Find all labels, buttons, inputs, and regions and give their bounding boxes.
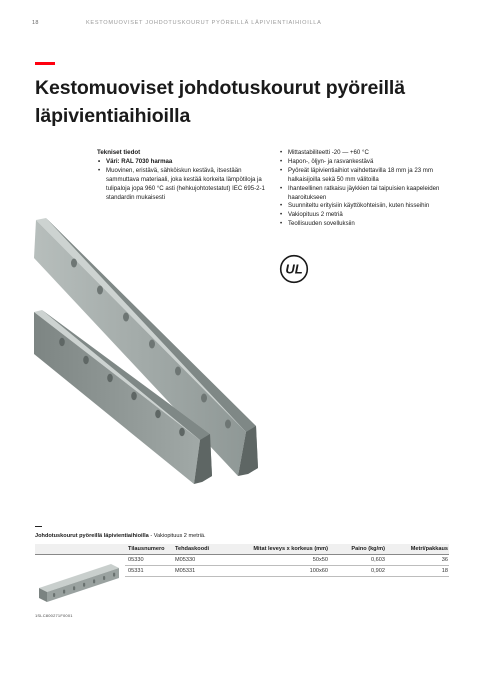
spec-item: • Pyöreät läpivientiaihiot vaihdettavilla 18 mm ja 23 mm halkaisijoilla sekä 50 mm välitoilla	[279, 167, 454, 185]
cell-meters-per-pack: 18	[441, 567, 448, 574]
column-header: Tehdaskoodi	[175, 546, 210, 552]
table-dash	[35, 526, 42, 527]
cell-weight: 0,603	[371, 556, 385, 563]
cell-order-number: 05330	[128, 556, 144, 563]
table-rule	[125, 576, 449, 577]
spec-item: • Hapon-, öljyn- ja rasvankestävä	[279, 158, 454, 167]
image-reference-code: 1SLC800271F0001	[35, 613, 73, 618]
spec-item: • Väri: RAL 7030 harmaa	[97, 158, 269, 167]
specs-left-column	[97, 149, 269, 202]
page-title-line-1: Kestomuoviset johdotuskourut pyöreillä	[35, 77, 405, 99]
spec-item: • Vakiopituus 2 metriä	[279, 211, 454, 220]
cable-duct-product-image	[34, 218, 260, 494]
specs-heading: Tekniset tiedot	[97, 149, 141, 156]
page-number: 18	[32, 20, 39, 26]
column-header: Tilausnumero	[128, 546, 165, 552]
cell-dimensions: 50x50	[312, 556, 328, 563]
accent-bar	[35, 62, 55, 65]
cell-factory-code: M05330	[175, 556, 196, 563]
column-header: Metri/pakkaus	[410, 546, 448, 552]
running-header: KESTOMUOVISET JOHDOTUSKOURUT PYÖREILLÄ LÄPIVIENTIAIHIOILLA	[86, 20, 322, 26]
cell-meters-per-pack: 36	[441, 556, 448, 563]
cell-factory-code: M05331	[175, 567, 196, 574]
ul-listed-icon	[279, 254, 309, 284]
column-header: Mitat leveys x korkeus (mm)	[253, 546, 328, 552]
table-rule	[35, 554, 449, 555]
table-caption	[35, 533, 206, 539]
cell-dimensions: 100x60	[309, 567, 328, 574]
table-caption-bold: Johdotuskourut pyöreillä läpivientiaihioilla	[35, 533, 149, 539]
ul-mark-letters: UL	[285, 261, 303, 277]
page-title-line-2: läpivientiaihioilla	[35, 105, 191, 127]
specs-left-list	[97, 158, 269, 203]
column-header: Paino (kg/m)	[351, 546, 385, 552]
table-caption-rest: - Vakiopituus 2 metriä.	[148, 533, 206, 539]
table-rule	[125, 565, 449, 566]
spec-item: • Mittastabiliteetti -20 — +60 °C	[279, 149, 454, 158]
specs-right-column	[279, 149, 454, 229]
spec-item: • Muovinen, eristävä, sähköiskun kestävä, itsestään sammuttava materiaali, joka kestää korkeita lämpötiloja ja tulipaloja jopa 960 °C asti (hehkujohtotestatut) IEC 695-2-1 standardin mukaisesti	[97, 167, 269, 203]
spec-item: • Suunniteltu erityisiin käyttökohteisiin, kuten hisseihin	[279, 202, 454, 211]
spec-item: • Teollisuuden sovelluksiin	[279, 220, 454, 229]
specs-right-list	[279, 149, 454, 229]
page-title	[35, 74, 455, 130]
cell-order-number: 05331	[128, 567, 144, 574]
cell-weight: 0,902	[371, 567, 385, 574]
table-product-image	[35, 560, 121, 606]
spec-item: • Ihanteellinen ratkaisu jäykkien tai taipuisien kaapeleiden haaroitukseen	[279, 185, 454, 203]
